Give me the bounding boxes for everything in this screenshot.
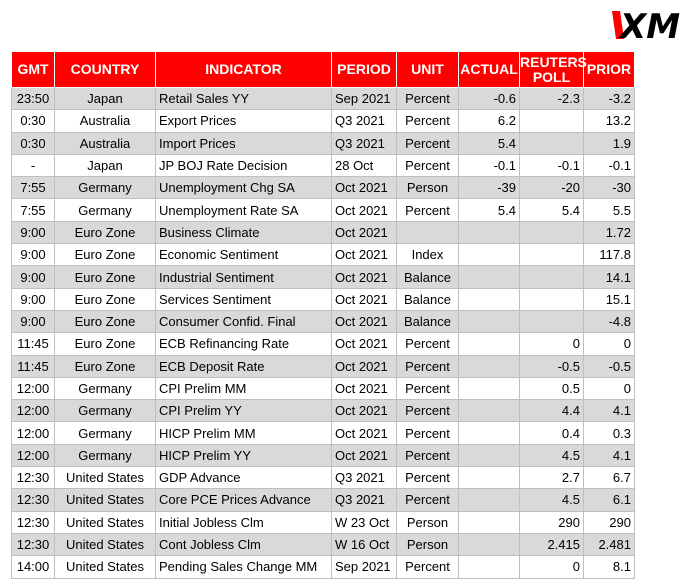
country-cell: Germany bbox=[55, 177, 156, 199]
indicator-cell: HICP Prelim MM bbox=[156, 422, 332, 444]
reuters-poll-cell bbox=[520, 288, 584, 310]
country-cell: Euro Zone bbox=[55, 333, 156, 355]
reuters-poll-cell bbox=[520, 244, 584, 266]
reuters-poll-cell: 0 bbox=[520, 556, 584, 578]
actual-cell bbox=[459, 355, 520, 377]
prior-cell: -0.5 bbox=[584, 355, 635, 377]
reuters-poll-cell bbox=[520, 132, 584, 154]
table-row bbox=[12, 110, 635, 132]
header-row bbox=[12, 52, 635, 88]
prior-cell: 0.3 bbox=[584, 422, 635, 444]
unit-cell: Percent bbox=[397, 444, 459, 466]
country-cell: United States bbox=[55, 467, 156, 489]
actual-cell: 6.2 bbox=[459, 110, 520, 132]
period-cell: Oct 2021 bbox=[332, 444, 397, 466]
reuters-poll-cell: 2.7 bbox=[520, 467, 584, 489]
actual-cell bbox=[459, 444, 520, 466]
reuters-poll-cell: 0 bbox=[520, 333, 584, 355]
actual-cell bbox=[459, 266, 520, 288]
prior-cell: 4.1 bbox=[584, 444, 635, 466]
period-cell: Oct 2021 bbox=[332, 400, 397, 422]
reuters-poll-cell: 2.415 bbox=[520, 533, 584, 555]
actual-cell bbox=[459, 377, 520, 399]
period-cell: Oct 2021 bbox=[332, 288, 397, 310]
country-cell: Germany bbox=[55, 400, 156, 422]
table-row bbox=[12, 556, 635, 578]
header-reuters-poll-line2: POLL bbox=[532, 68, 571, 85]
country-cell: United States bbox=[55, 533, 156, 555]
gmt-cell: 7:55 bbox=[12, 177, 55, 199]
gmt-cell: 11:45 bbox=[12, 355, 55, 377]
period-cell: Oct 2021 bbox=[332, 244, 397, 266]
period-cell: Oct 2021 bbox=[332, 177, 397, 199]
period-cell: Oct 2021 bbox=[332, 266, 397, 288]
unit-cell: Index bbox=[397, 244, 459, 266]
gmt-cell: 12:00 bbox=[12, 400, 55, 422]
economic-calendar-table bbox=[11, 51, 635, 579]
gmt-cell: 7:55 bbox=[12, 199, 55, 221]
reuters-poll-cell: 4.4 bbox=[520, 400, 584, 422]
gmt-cell: 12:30 bbox=[12, 467, 55, 489]
country-cell: Germany bbox=[55, 377, 156, 399]
country-cell: United States bbox=[55, 489, 156, 511]
prior-cell: 14.1 bbox=[584, 266, 635, 288]
unit-cell: Percent bbox=[397, 556, 459, 578]
indicator-cell: Services Sentiment bbox=[156, 288, 332, 310]
table-row bbox=[12, 154, 635, 176]
gmt-cell: 9:00 bbox=[12, 266, 55, 288]
header-actual: ACTUAL bbox=[459, 52, 520, 88]
header-gmt: GMT bbox=[12, 52, 55, 88]
reuters-poll-cell: 4.5 bbox=[520, 489, 584, 511]
reuters-poll-cell: -0.1 bbox=[520, 154, 584, 176]
table-row bbox=[12, 266, 635, 288]
indicator-cell: ECB Refinancing Rate bbox=[156, 333, 332, 355]
actual-cell bbox=[459, 221, 520, 243]
country-cell: Australia bbox=[55, 110, 156, 132]
unit-cell: Percent bbox=[397, 467, 459, 489]
indicator-cell: ECB Deposit Rate bbox=[156, 355, 332, 377]
indicator-cell: Economic Sentiment bbox=[156, 244, 332, 266]
indicator-cell: Industrial Sentiment bbox=[156, 266, 332, 288]
gmt-cell: 9:00 bbox=[12, 221, 55, 243]
actual-cell bbox=[459, 533, 520, 555]
table-row bbox=[12, 355, 635, 377]
indicator-cell: Pending Sales Change MM bbox=[156, 556, 332, 578]
country-cell: Euro Zone bbox=[55, 288, 156, 310]
unit-cell: Percent bbox=[397, 489, 459, 511]
prior-cell: 6.7 bbox=[584, 467, 635, 489]
prior-cell: 6.1 bbox=[584, 489, 635, 511]
table-row bbox=[12, 177, 635, 199]
table-row bbox=[12, 444, 635, 466]
prior-cell: 4.1 bbox=[584, 400, 635, 422]
prior-cell: 15.1 bbox=[584, 288, 635, 310]
actual-cell bbox=[459, 511, 520, 533]
country-cell: United States bbox=[55, 511, 156, 533]
prior-cell: 1.72 bbox=[584, 221, 635, 243]
unit-cell: Percent bbox=[397, 132, 459, 154]
unit-cell: Person bbox=[397, 177, 459, 199]
table-row bbox=[12, 377, 635, 399]
gmt-cell: 0:30 bbox=[12, 110, 55, 132]
unit-cell: Percent bbox=[397, 355, 459, 377]
actual-cell: -39 bbox=[459, 177, 520, 199]
unit-cell: Percent bbox=[397, 333, 459, 355]
indicator-cell: Business Climate bbox=[156, 221, 332, 243]
gmt-cell: 9:00 bbox=[12, 288, 55, 310]
gmt-cell: 23:50 bbox=[12, 88, 55, 110]
period-cell: Oct 2021 bbox=[332, 199, 397, 221]
actual-cell: -0.6 bbox=[459, 88, 520, 110]
country-cell: Euro Zone bbox=[55, 310, 156, 332]
header-unit: UNIT bbox=[397, 52, 459, 88]
country-cell: Germany bbox=[55, 444, 156, 466]
country-cell: Japan bbox=[55, 88, 156, 110]
unit-cell: Percent bbox=[397, 377, 459, 399]
reuters-poll-cell: 4.5 bbox=[520, 444, 584, 466]
gmt-cell: 0:30 bbox=[12, 132, 55, 154]
prior-cell: -3.2 bbox=[584, 88, 635, 110]
indicator-cell: Import Prices bbox=[156, 132, 332, 154]
actual-cell bbox=[459, 333, 520, 355]
indicator-cell: HICP Prelim YY bbox=[156, 444, 332, 466]
actual-cell bbox=[459, 422, 520, 444]
indicator-cell: Consumer Confid. Final bbox=[156, 310, 332, 332]
prior-cell: 0 bbox=[584, 377, 635, 399]
reuters-poll-cell: -2.3 bbox=[520, 88, 584, 110]
prior-cell: -4.8 bbox=[584, 310, 635, 332]
prior-cell: 13.2 bbox=[584, 110, 635, 132]
actual-cell: 5.4 bbox=[459, 199, 520, 221]
reuters-poll-cell bbox=[520, 110, 584, 132]
reuters-poll-cell bbox=[520, 310, 584, 332]
table-row bbox=[12, 88, 635, 110]
period-cell: 28 Oct bbox=[332, 154, 397, 176]
logo-text: XM bbox=[620, 7, 681, 43]
prior-cell: 8.1 bbox=[584, 556, 635, 578]
table-row bbox=[12, 199, 635, 221]
unit-cell: Balance bbox=[397, 310, 459, 332]
table-row bbox=[12, 310, 635, 332]
reuters-poll-cell: 290 bbox=[520, 511, 584, 533]
indicator-cell: Unemployment Chg SA bbox=[156, 177, 332, 199]
prior-cell: 5.5 bbox=[584, 199, 635, 221]
gmt-cell: 12:30 bbox=[12, 489, 55, 511]
header-reuters-poll-line1: REUTERS bbox=[520, 53, 587, 70]
table-row bbox=[12, 400, 635, 422]
table-row bbox=[12, 333, 635, 355]
header-period: PERIOD bbox=[332, 52, 397, 88]
prior-cell: 2.481 bbox=[584, 533, 635, 555]
period-cell: Oct 2021 bbox=[332, 377, 397, 399]
period-cell: W 23 Oct bbox=[332, 511, 397, 533]
table-row bbox=[12, 489, 635, 511]
period-cell: Oct 2021 bbox=[332, 333, 397, 355]
period-cell: W 16 Oct bbox=[332, 533, 397, 555]
reuters-poll-cell: 0.4 bbox=[520, 422, 584, 444]
header-prior: PRIOR bbox=[584, 52, 635, 88]
xm-logo bbox=[612, 5, 692, 43]
unit-cell: Balance bbox=[397, 266, 459, 288]
gmt-cell: 12:00 bbox=[12, 377, 55, 399]
actual-cell bbox=[459, 400, 520, 422]
table-row bbox=[12, 422, 635, 444]
header-country: COUNTRY bbox=[55, 52, 156, 88]
table-row bbox=[12, 244, 635, 266]
country-cell: United States bbox=[55, 556, 156, 578]
actual-cell bbox=[459, 310, 520, 332]
unit-cell: Percent bbox=[397, 199, 459, 221]
indicator-cell: Initial Jobless Clm bbox=[156, 511, 332, 533]
period-cell: Oct 2021 bbox=[332, 355, 397, 377]
indicator-cell: Core PCE Prices Advance bbox=[156, 489, 332, 511]
prior-cell: -30 bbox=[584, 177, 635, 199]
table-row bbox=[12, 288, 635, 310]
gmt-cell: 14:00 bbox=[12, 556, 55, 578]
table-row bbox=[12, 533, 635, 555]
country-cell: Euro Zone bbox=[55, 244, 156, 266]
gmt-cell: 9:00 bbox=[12, 310, 55, 332]
reuters-poll-cell: 5.4 bbox=[520, 199, 584, 221]
header-indicator: INDICATOR bbox=[156, 52, 332, 88]
indicator-cell: Unemployment Rate SA bbox=[156, 199, 332, 221]
period-cell: Oct 2021 bbox=[332, 221, 397, 243]
indicator-cell: Export Prices bbox=[156, 110, 332, 132]
unit-cell: Percent bbox=[397, 154, 459, 176]
reuters-poll-cell bbox=[520, 221, 584, 243]
period-cell: Oct 2021 bbox=[332, 422, 397, 444]
gmt-cell: 12:30 bbox=[12, 511, 55, 533]
country-cell: Euro Zone bbox=[55, 266, 156, 288]
actual-cell bbox=[459, 489, 520, 511]
gmt-cell: 12:00 bbox=[12, 422, 55, 444]
period-cell: Q3 2021 bbox=[332, 110, 397, 132]
actual-cell: -0.1 bbox=[459, 154, 520, 176]
period-cell: Sep 2021 bbox=[332, 88, 397, 110]
unit-cell: Balance bbox=[397, 288, 459, 310]
indicator-cell: GDP Advance bbox=[156, 467, 332, 489]
gmt-cell: 11:45 bbox=[12, 333, 55, 355]
actual-cell: 5.4 bbox=[459, 132, 520, 154]
gmt-cell: 9:00 bbox=[12, 244, 55, 266]
reuters-poll-cell: 0.5 bbox=[520, 377, 584, 399]
actual-cell bbox=[459, 244, 520, 266]
reuters-poll-cell bbox=[520, 266, 584, 288]
table-row bbox=[12, 511, 635, 533]
indicator-cell: CPI Prelim YY bbox=[156, 400, 332, 422]
unit-cell bbox=[397, 221, 459, 243]
indicator-cell: JP BOJ Rate Decision bbox=[156, 154, 332, 176]
country-cell: Germany bbox=[55, 199, 156, 221]
indicator-cell: Cont Jobless Clm bbox=[156, 533, 332, 555]
country-cell: Euro Zone bbox=[55, 355, 156, 377]
prior-cell: 117.8 bbox=[584, 244, 635, 266]
reuters-poll-cell: -0.5 bbox=[520, 355, 584, 377]
period-cell: Q3 2021 bbox=[332, 467, 397, 489]
reuters-poll-cell: -20 bbox=[520, 177, 584, 199]
table-row bbox=[12, 132, 635, 154]
country-cell: Japan bbox=[55, 154, 156, 176]
prior-cell: 290 bbox=[584, 511, 635, 533]
table-row bbox=[12, 221, 635, 243]
actual-cell bbox=[459, 288, 520, 310]
prior-cell: 1.9 bbox=[584, 132, 635, 154]
actual-cell bbox=[459, 556, 520, 578]
header-reuters-poll bbox=[520, 52, 587, 88]
gmt-cell: - bbox=[12, 154, 55, 176]
period-cell: Oct 2021 bbox=[332, 310, 397, 332]
prior-cell: -0.1 bbox=[584, 154, 635, 176]
unit-cell: Percent bbox=[397, 400, 459, 422]
unit-cell: Percent bbox=[397, 422, 459, 444]
actual-cell bbox=[459, 467, 520, 489]
indicator-cell: CPI Prelim MM bbox=[156, 377, 332, 399]
table-row bbox=[12, 467, 635, 489]
period-cell: Sep 2021 bbox=[332, 556, 397, 578]
prior-cell: 0 bbox=[584, 333, 635, 355]
indicator-cell: Retail Sales YY bbox=[156, 88, 332, 110]
country-cell: Australia bbox=[55, 132, 156, 154]
period-cell: Q3 2021 bbox=[332, 489, 397, 511]
country-cell: Euro Zone bbox=[55, 221, 156, 243]
gmt-cell: 12:00 bbox=[12, 444, 55, 466]
gmt-cell: 12:30 bbox=[12, 533, 55, 555]
unit-cell: Person bbox=[397, 511, 459, 533]
unit-cell: Percent bbox=[397, 110, 459, 132]
country-cell: Germany bbox=[55, 422, 156, 444]
period-cell: Q3 2021 bbox=[332, 132, 397, 154]
unit-cell: Percent bbox=[397, 88, 459, 110]
unit-cell: Person bbox=[397, 533, 459, 555]
